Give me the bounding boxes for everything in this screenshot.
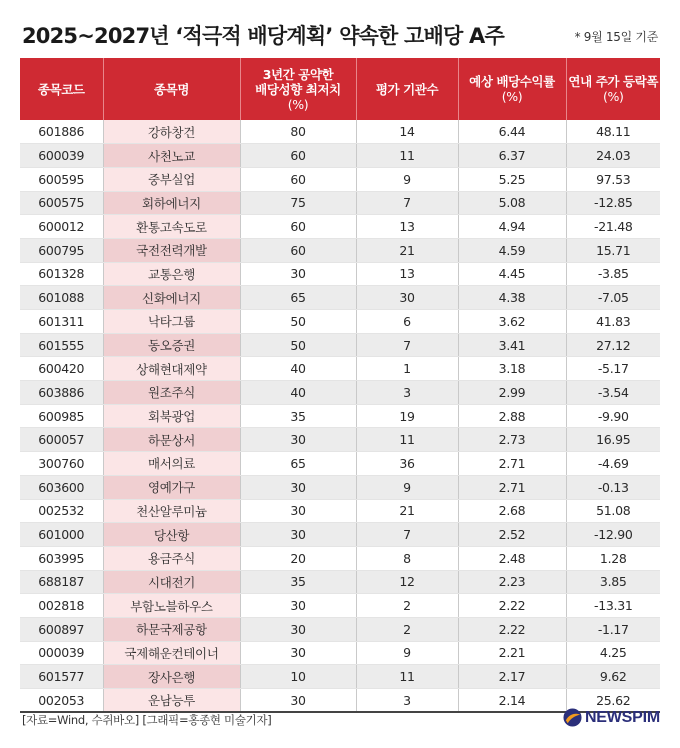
cell-payout: 60: [240, 167, 356, 191]
cell-institutions: 7: [356, 333, 458, 357]
table-row: [20, 452, 660, 476]
cell-name: 국전전력개발: [103, 238, 240, 262]
header-yield: [458, 58, 566, 120]
cell-yield: 2.88: [458, 404, 566, 428]
cell-name: 동오증권: [103, 333, 240, 357]
cell-yield: 2.73: [458, 428, 566, 452]
cell-ytd: 1.28: [566, 546, 660, 570]
cell-institutions: 3: [356, 381, 458, 405]
cell-name: 교통은행: [103, 262, 240, 286]
cell-ytd: -4.69: [566, 452, 660, 476]
cell-name: 매서의료: [103, 452, 240, 476]
cell-payout: 30: [240, 689, 356, 713]
cell-institutions: 7: [356, 523, 458, 547]
cell-name: 용금주식: [103, 546, 240, 570]
cell-yield: 2.99: [458, 381, 566, 405]
cell-yield: 2.71: [458, 452, 566, 476]
cell-yield: 2.14: [458, 689, 566, 713]
cell-yield: 2.22: [458, 617, 566, 641]
cell-payout: 30: [240, 594, 356, 618]
cell-name: 환통고속도로: [103, 215, 240, 239]
table-row: [20, 191, 660, 215]
cell-code: 600795: [20, 238, 103, 262]
cell-name: 강하창건: [103, 120, 240, 144]
table-row: [20, 310, 660, 334]
dividend-table-container: [20, 58, 660, 713]
cell-ytd: 48.11: [566, 120, 660, 144]
header-name: [103, 58, 240, 120]
cell-yield: 2.17: [458, 665, 566, 689]
cell-payout: 60: [240, 215, 356, 239]
cell-yield: 3.62: [458, 310, 566, 334]
cell-ytd: 4.25: [566, 641, 660, 665]
cell-payout: 20: [240, 546, 356, 570]
cell-name: 천산알루미늄: [103, 499, 240, 523]
header-ytd: [566, 58, 660, 120]
cell-ytd: 97.53: [566, 167, 660, 191]
cell-ytd: -13.31: [566, 594, 660, 618]
cell-ytd: 25.62: [566, 689, 660, 713]
date-note: * 9월 15일 기준: [574, 30, 658, 44]
cell-institutions: 12: [356, 570, 458, 594]
cell-institutions: 11: [356, 665, 458, 689]
header-min-payout: [240, 58, 356, 120]
cell-name: 하문국제공항: [103, 617, 240, 641]
cell-yield: 4.45: [458, 262, 566, 286]
header-min-payout-line1: 3년간 공약한: [262, 66, 334, 82]
cell-payout: 40: [240, 357, 356, 381]
cell-institutions: 11: [356, 428, 458, 452]
cell-payout: 65: [240, 286, 356, 310]
cell-payout: 60: [240, 238, 356, 262]
cell-payout: 30: [240, 262, 356, 286]
cell-institutions: 13: [356, 215, 458, 239]
cell-name: 상해현대제약: [103, 357, 240, 381]
cell-code: 600420: [20, 357, 103, 381]
cell-yield: 5.25: [458, 167, 566, 191]
cell-institutions: 2: [356, 594, 458, 618]
cell-name: 영예가구: [103, 475, 240, 499]
cell-payout: 75: [240, 191, 356, 215]
cell-ytd: 24.03: [566, 144, 660, 168]
cell-institutions: 13: [356, 262, 458, 286]
cell-code: 002532: [20, 499, 103, 523]
cell-ytd: 9.62: [566, 665, 660, 689]
cell-code: 002818: [20, 594, 103, 618]
table-row: [20, 286, 660, 310]
cell-yield: 6.37: [458, 144, 566, 168]
cell-ytd: -5.17: [566, 357, 660, 381]
cell-yield: 4.59: [458, 238, 566, 262]
cell-code: 601088: [20, 286, 103, 310]
cell-ytd: -9.90: [566, 404, 660, 428]
header-row: [20, 58, 660, 120]
cell-ytd: -21.48: [566, 215, 660, 239]
table-row: [20, 428, 660, 452]
cell-payout: 80: [240, 120, 356, 144]
cell-ytd: 27.12: [566, 333, 660, 357]
cell-name: 신화에너지: [103, 286, 240, 310]
cell-institutions: 1: [356, 357, 458, 381]
cell-institutions: 21: [356, 238, 458, 262]
logo-text: NEWSPIM: [584, 708, 660, 726]
table-row: [20, 167, 660, 191]
header-ytd-line1: 연내 주가 등락폭: [568, 74, 659, 89]
cell-yield: 2.68: [458, 499, 566, 523]
cell-code: 300760: [20, 452, 103, 476]
cell-code: 601577: [20, 665, 103, 689]
table-row: [20, 333, 660, 357]
cell-code: 688187: [20, 570, 103, 594]
cell-code: 600575: [20, 191, 103, 215]
cell-ytd: -3.85: [566, 262, 660, 286]
cell-yield: 2.48: [458, 546, 566, 570]
table-row: [20, 594, 660, 618]
cell-payout: 30: [240, 641, 356, 665]
cell-institutions: 7: [356, 191, 458, 215]
cell-ytd: -1.17: [566, 617, 660, 641]
cell-payout: 30: [240, 523, 356, 547]
cell-yield: 2.22: [458, 594, 566, 618]
cell-payout: 35: [240, 404, 356, 428]
cell-code: 000039: [20, 641, 103, 665]
table-row: [20, 617, 660, 641]
cell-code: 600985: [20, 404, 103, 428]
header-min-payout-unit: (%): [287, 96, 309, 112]
header-institutions: [356, 58, 458, 120]
cell-ytd: 41.83: [566, 310, 660, 334]
cell-name: 중부실업: [103, 167, 240, 191]
cell-name: 당산항: [103, 523, 240, 547]
cell-institutions: 21: [356, 499, 458, 523]
cell-code: 600897: [20, 617, 103, 641]
cell-code: 002053: [20, 689, 103, 713]
cell-institutions: 11: [356, 144, 458, 168]
cell-ytd: 3.85: [566, 570, 660, 594]
cell-name: 운남능투: [103, 689, 240, 713]
cell-name: 시대전기: [103, 570, 240, 594]
cell-name: 하문상서: [103, 428, 240, 452]
cell-payout: 65: [240, 452, 356, 476]
cell-name: 장사은행: [103, 665, 240, 689]
cell-institutions: 9: [356, 641, 458, 665]
cell-yield: 2.23: [458, 570, 566, 594]
table-row: [20, 475, 660, 499]
cell-institutions: 3: [356, 689, 458, 713]
cell-payout: 35: [240, 570, 356, 594]
cell-code: 600012: [20, 215, 103, 239]
cell-yield: 3.41: [458, 333, 566, 357]
cell-ytd: -12.85: [566, 191, 660, 215]
header-yield-unit: (%): [501, 89, 523, 104]
table-row: [20, 238, 660, 262]
table-row: [20, 381, 660, 405]
cell-institutions: 6: [356, 310, 458, 334]
header-min-payout-line2: 배당성향 최저치: [255, 81, 341, 97]
cell-institutions: 9: [356, 167, 458, 191]
table-row: [20, 357, 660, 381]
cell-ytd: -3.54: [566, 381, 660, 405]
cell-institutions: 30: [356, 286, 458, 310]
cell-ytd: 51.08: [566, 499, 660, 523]
cell-code: 603600: [20, 475, 103, 499]
cell-code: 600595: [20, 167, 103, 191]
dividend-table: [20, 58, 660, 713]
table-row: [20, 546, 660, 570]
header-ytd-unit: (%): [603, 89, 624, 104]
cell-yield: 5.08: [458, 191, 566, 215]
cell-name: 사천노교: [103, 144, 240, 168]
cell-payout: 30: [240, 499, 356, 523]
cell-code: 600039: [20, 144, 103, 168]
cell-payout: 40: [240, 381, 356, 405]
cell-institutions: 9: [356, 475, 458, 499]
cell-name: 회하에너지: [103, 191, 240, 215]
cell-code: 601886: [20, 120, 103, 144]
cell-name: 국제해운컨테이너: [103, 641, 240, 665]
table-row: [20, 499, 660, 523]
cell-ytd: 16.95: [566, 428, 660, 452]
cell-institutions: 14: [356, 120, 458, 144]
cell-name: 회북광업: [103, 404, 240, 428]
cell-yield: 4.38: [458, 286, 566, 310]
header-code-label: 종목코드: [37, 81, 85, 97]
cell-yield: 4.94: [458, 215, 566, 239]
cell-code: 600057: [20, 428, 103, 452]
cell-payout: 10: [240, 665, 356, 689]
source-credit: [자료=Wind, 수쥐바오] [그래픽=홍종현 미술기자]: [22, 713, 272, 727]
cell-yield: 6.44: [458, 120, 566, 144]
table-row: [20, 570, 660, 594]
cell-code: 601555: [20, 333, 103, 357]
cell-institutions: 19: [356, 404, 458, 428]
table-row: [20, 665, 660, 689]
header-code: [20, 58, 103, 120]
cell-code: 601000: [20, 523, 103, 547]
table-row: [20, 262, 660, 286]
cell-name: 낙타그룹: [103, 310, 240, 334]
cell-name: 원조주식: [103, 381, 240, 405]
page-title: 2025~2027년 ‘적극적 배당계획’ 약속한 고배당 A주: [22, 24, 504, 48]
table-row: [20, 120, 660, 144]
cell-payout: 50: [240, 310, 356, 334]
cell-name: 부함노블하우스: [103, 594, 240, 618]
table-body: [20, 120, 660, 712]
header-name-label: 종목명: [153, 81, 190, 97]
table-row: [20, 404, 660, 428]
cell-institutions: 36: [356, 452, 458, 476]
table-row: [20, 523, 660, 547]
cell-ytd: -0.13: [566, 475, 660, 499]
cell-yield: 2.71: [458, 475, 566, 499]
cell-payout: 30: [240, 428, 356, 452]
globe-icon: [563, 708, 582, 727]
cell-payout: 30: [240, 475, 356, 499]
header-yield-line1: 예상 배당수익률: [469, 74, 555, 89]
newspim-logo: [563, 708, 660, 727]
table-row: [20, 215, 660, 239]
cell-ytd: -12.90: [566, 523, 660, 547]
cell-institutions: 8: [356, 546, 458, 570]
cell-yield: 3.18: [458, 357, 566, 381]
cell-code: 603886: [20, 381, 103, 405]
table-header: [20, 58, 660, 120]
cell-code: 603995: [20, 546, 103, 570]
table-row: [20, 641, 660, 665]
table-row: [20, 144, 660, 168]
cell-ytd: -7.05: [566, 286, 660, 310]
cell-payout: 30: [240, 617, 356, 641]
cell-ytd: 15.71: [566, 238, 660, 262]
cell-code: 601328: [20, 262, 103, 286]
header-institutions-label: 평가 기관수: [375, 81, 439, 97]
cell-yield: 2.52: [458, 523, 566, 547]
cell-payout: 60: [240, 144, 356, 168]
cell-yield: 2.21: [458, 641, 566, 665]
cell-code: 601311: [20, 310, 103, 334]
cell-institutions: 2: [356, 617, 458, 641]
cell-payout: 50: [240, 333, 356, 357]
